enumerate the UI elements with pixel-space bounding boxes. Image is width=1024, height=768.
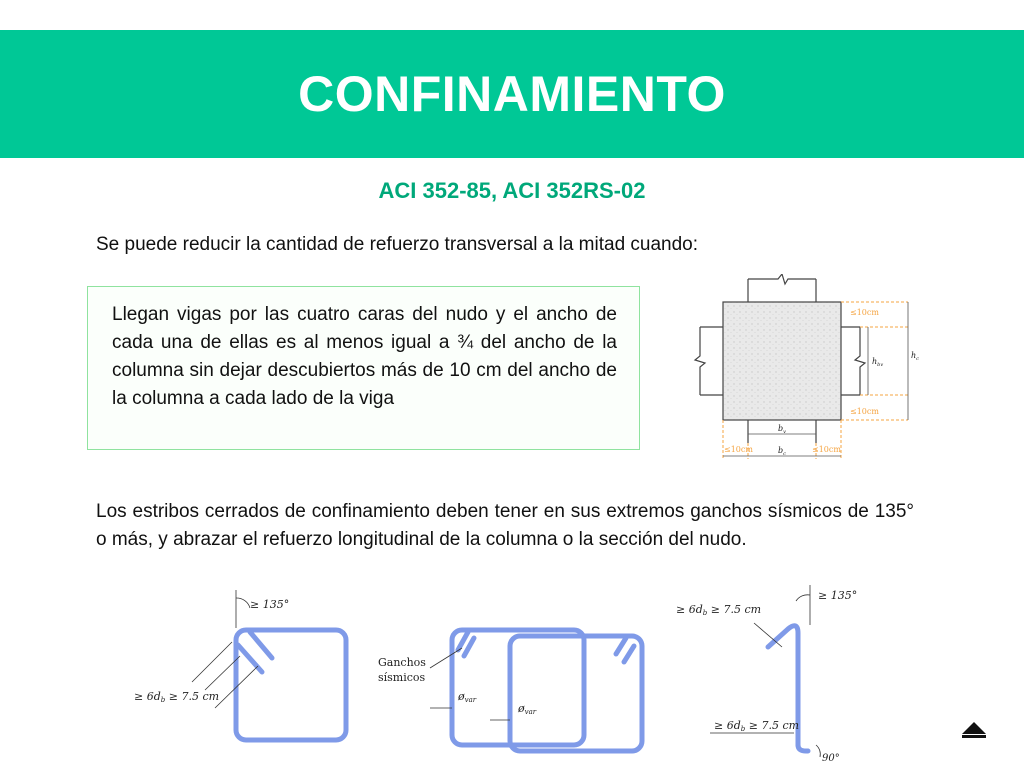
fig1-angle: ≥ 135° bbox=[250, 598, 290, 611]
label-top-10cm: ≤10cm bbox=[850, 308, 879, 317]
label-hbv-sub: bv bbox=[877, 362, 884, 368]
fig2-var2: ø bbox=[518, 702, 525, 715]
title-banner bbox=[0, 30, 1024, 158]
column-section bbox=[723, 302, 841, 420]
stirrup-paragraph: Los estribos cerrados de confinamiento deben tener en sus extremos ganchos sísmicos de 135° o más, y abrazar el refuerzo longitudinal de la columna o la sección del nudo. bbox=[96, 501, 914, 550]
label-bc-sub: c bbox=[783, 451, 786, 457]
stirrup-1 bbox=[236, 630, 346, 740]
page-title: CONFINAMIENTO bbox=[298, 66, 726, 122]
double-stirrup-figure bbox=[370, 620, 660, 760]
fig2-ganchos: Ganchos bbox=[378, 656, 426, 669]
subtitle: ACI 352-85, ACI 352RS-02 bbox=[378, 178, 646, 203]
svg-text:øvar bbox=[457, 690, 477, 704]
condition-box bbox=[87, 286, 640, 450]
fig3-angle: ≥ 135° bbox=[818, 589, 858, 602]
fig3-angle-bot: 90° bbox=[822, 753, 840, 764]
fig3-dim-bot: ≥ 6d bbox=[714, 719, 741, 732]
label-hc-sub: c bbox=[916, 356, 919, 362]
fig2-sismicos: sísmicos bbox=[378, 671, 426, 684]
fig3-dim-bot-tail: ≥ 7.5 cm bbox=[745, 719, 800, 732]
label-bv-sub: v bbox=[783, 429, 786, 435]
fig2-var1-sub: var bbox=[464, 696, 477, 704]
svg-text:øvar bbox=[517, 702, 537, 716]
label-hc: h bbox=[911, 351, 917, 360]
stirrup-2a bbox=[452, 630, 584, 745]
fig3-dim-bot-sub: b bbox=[740, 725, 746, 733]
label-bc: b bbox=[778, 446, 784, 455]
svg-text:≥ 6db ≥ 7.5 cm bbox=[134, 690, 219, 704]
fig3-dim-top-sub: b bbox=[702, 609, 708, 617]
intro-text: Se puede reducir la cantidad de refuerzo transversal a la mitad cuando: bbox=[96, 234, 699, 255]
label-bv: b bbox=[778, 424, 784, 433]
stirrup-2b bbox=[510, 636, 642, 751]
joint-plan-figure bbox=[690, 274, 930, 464]
fig1-dim: ≥ 6d bbox=[134, 690, 161, 703]
svg-text:≥ 6db ≥ 7.5 cm bbox=[714, 719, 799, 733]
label-bottom-10cm: ≤10cm bbox=[850, 407, 879, 416]
fig3-dim-top: ≥ 6d bbox=[676, 603, 703, 616]
fig2-var1: ø bbox=[458, 690, 465, 703]
fig3-dim-top-tail: ≥ 7.5 cm bbox=[707, 603, 762, 616]
fig1-dim-tail: ≥ 7.5 cm bbox=[165, 690, 220, 703]
label-left-10cm: ≤10cm bbox=[724, 445, 753, 454]
svg-text:hc bbox=[911, 351, 919, 362]
fig2-var2-sub: var bbox=[524, 708, 537, 716]
svg-text:≥ 6db ≥ 7.5 cm bbox=[676, 603, 761, 617]
svg-text:bv bbox=[778, 424, 786, 435]
svg-text:bc bbox=[778, 446, 786, 457]
single-leg-hook-figure bbox=[670, 585, 870, 765]
label-hbv: h bbox=[872, 357, 878, 366]
condition-text: Llegan vigas por las cuatro caras del nudo y el ancho de cada una de ellas es al menos igual a ¾ del ancho de la columna sin dejar descubiertos más de 10 cm del ancho de la columna a cada lado de la viga bbox=[112, 304, 617, 409]
fig1-dim-sub: b bbox=[160, 696, 166, 704]
nav-up-icon[interactable] bbox=[960, 720, 988, 740]
stirrup-hook-figure bbox=[120, 590, 360, 750]
svg-text:hbv bbox=[872, 357, 883, 368]
label-right-10cm: ≤10cm bbox=[812, 445, 841, 454]
